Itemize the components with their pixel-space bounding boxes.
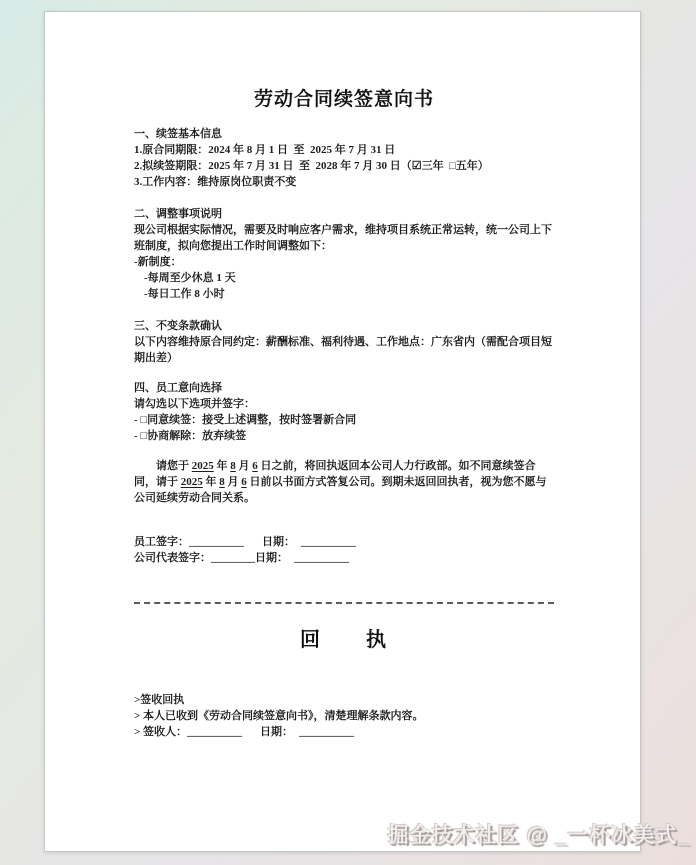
weekly-rest-line: -每周至少休息 1 天 — [144, 272, 236, 284]
employee-signature-blank: __________ — [189, 536, 244, 548]
document-title: 劳动合同续签意向书 — [253, 89, 434, 110]
notice-text: 年 — [213, 460, 231, 472]
receipt-title: 回 执 — [300, 629, 388, 651]
employee-date-blank: __________ — [301, 536, 356, 548]
checkbox-unchecked-icon: □ — [449, 160, 456, 172]
section-heading-unchanged-terms: 三、不变条款确认 — [134, 320, 222, 332]
underlined-year: 2025 — [180, 476, 203, 488]
new-policy-line: -新制度： — [134, 256, 182, 268]
receipt-sign-blank: __________ — [187, 726, 243, 738]
renewal-term-line — [134, 158, 554, 174]
option-agree-dash: - — [134, 414, 141, 426]
receipt-sign-label: > 签收人： — [134, 726, 188, 738]
option-agree-text: 同意续签：接受上述调整，按时签署新合同 — [147, 414, 357, 426]
option-agree-line — [134, 412, 554, 428]
five-year-label: 五年） — [455, 160, 489, 172]
section-heading-employee-intent: 四、员工意向选择 — [134, 382, 222, 394]
checkbox-agree-icon: □ — [140, 414, 148, 426]
notice-text: 日前以书面方式答复公司。到期未返回回执者，视为您不愿与公司延续劳动合同关系。 — [134, 476, 547, 504]
renewal-term-text: 2.拟续签期限：2025 年 7 月 31 日 至 2028 年 7 月 30 日（ — [134, 160, 412, 172]
daily-hours-line: -每日工作 8 小时 — [144, 288, 225, 300]
underlined-year: 2025 — [191, 460, 214, 472]
company-date-blank: __________ — [294, 552, 349, 564]
underlined-day: 6 — [252, 460, 258, 472]
receipt-date-label: 日期： — [260, 726, 294, 738]
unchanged-terms-paragraph: 以下内容维持原合同约定：薪酬标准、福利待遇、工作地点：广东省内（需配合项目短期出差） — [134, 336, 552, 364]
notice-text: 月 — [224, 476, 242, 488]
company-signature-row — [134, 550, 554, 566]
referenced-doc-title: 《劳动合同续签意向书》 — [198, 710, 314, 722]
checkbox-checked-icon: ☑ — [411, 160, 422, 172]
receipt-date-blank: __________ — [299, 726, 355, 738]
underlined-month: 8 — [230, 460, 236, 472]
company-date-label: 日期： — [255, 552, 288, 564]
notice-text: 月 — [235, 460, 253, 472]
document-content — [134, 88, 554, 740]
underlined-month: 8 — [219, 476, 225, 488]
employee-signature-label: 员工签字： — [134, 536, 189, 548]
employee-date-label: 日期： — [262, 536, 295, 548]
watermark: 掘金技术社区 @ _一杯冰美式_ — [387, 824, 690, 847]
notice-text: 年 — [202, 476, 220, 488]
option-terminate-line — [134, 428, 554, 444]
section-heading-adjustment: 二、调整事项说明 — [134, 208, 222, 220]
option-terminate-dash: - — [134, 430, 141, 442]
employee-signature-row — [134, 534, 554, 550]
adjustment-paragraph: 现公司根据实际情况，需要及时响应客户需求，维持项目系统正常运转，统一公司上下班制度，拟向您提出工作时间调整如下： — [134, 224, 552, 252]
company-signature-blank: ________ — [211, 552, 255, 564]
receipt-sign-row — [134, 724, 554, 740]
receipt-heading: >签收回执 — [134, 694, 185, 706]
receipt-ack-prefix: > 本人已收到 — [134, 710, 199, 722]
three-year-label: 三年 — [421, 160, 450, 172]
receipt-ack-suffix: ，清楚理解条款内容。 — [313, 710, 424, 722]
company-signature-label: 公司代表签字： — [134, 552, 211, 564]
underlined-day: 6 — [241, 476, 247, 488]
section-heading-basic-info: 一、续签基本信息 — [134, 128, 222, 140]
work-content-line: 3.工作内容：维持原岗位职责不变 — [134, 176, 297, 188]
checkbox-terminate-icon: □ — [140, 430, 148, 442]
notice-text: 日之前，将回执返回本公司人力行政部。如不同意续签合同，请于 — [134, 460, 536, 488]
tear-line — [134, 602, 554, 604]
option-terminate-text: 协商解除：放弃续签 — [147, 430, 247, 442]
document-page — [44, 11, 641, 852]
receipt-ack-line — [134, 708, 554, 724]
return-notice-paragraph — [134, 458, 554, 506]
notice-text: 请您于 — [156, 460, 192, 472]
intent-intro-line: 请勾选以下选项并签字： — [134, 398, 255, 410]
original-contract-term-line: 1.原合同期限：2024 年 8 月 1 日 至 2025 年 7 月 31 日 — [134, 144, 396, 156]
